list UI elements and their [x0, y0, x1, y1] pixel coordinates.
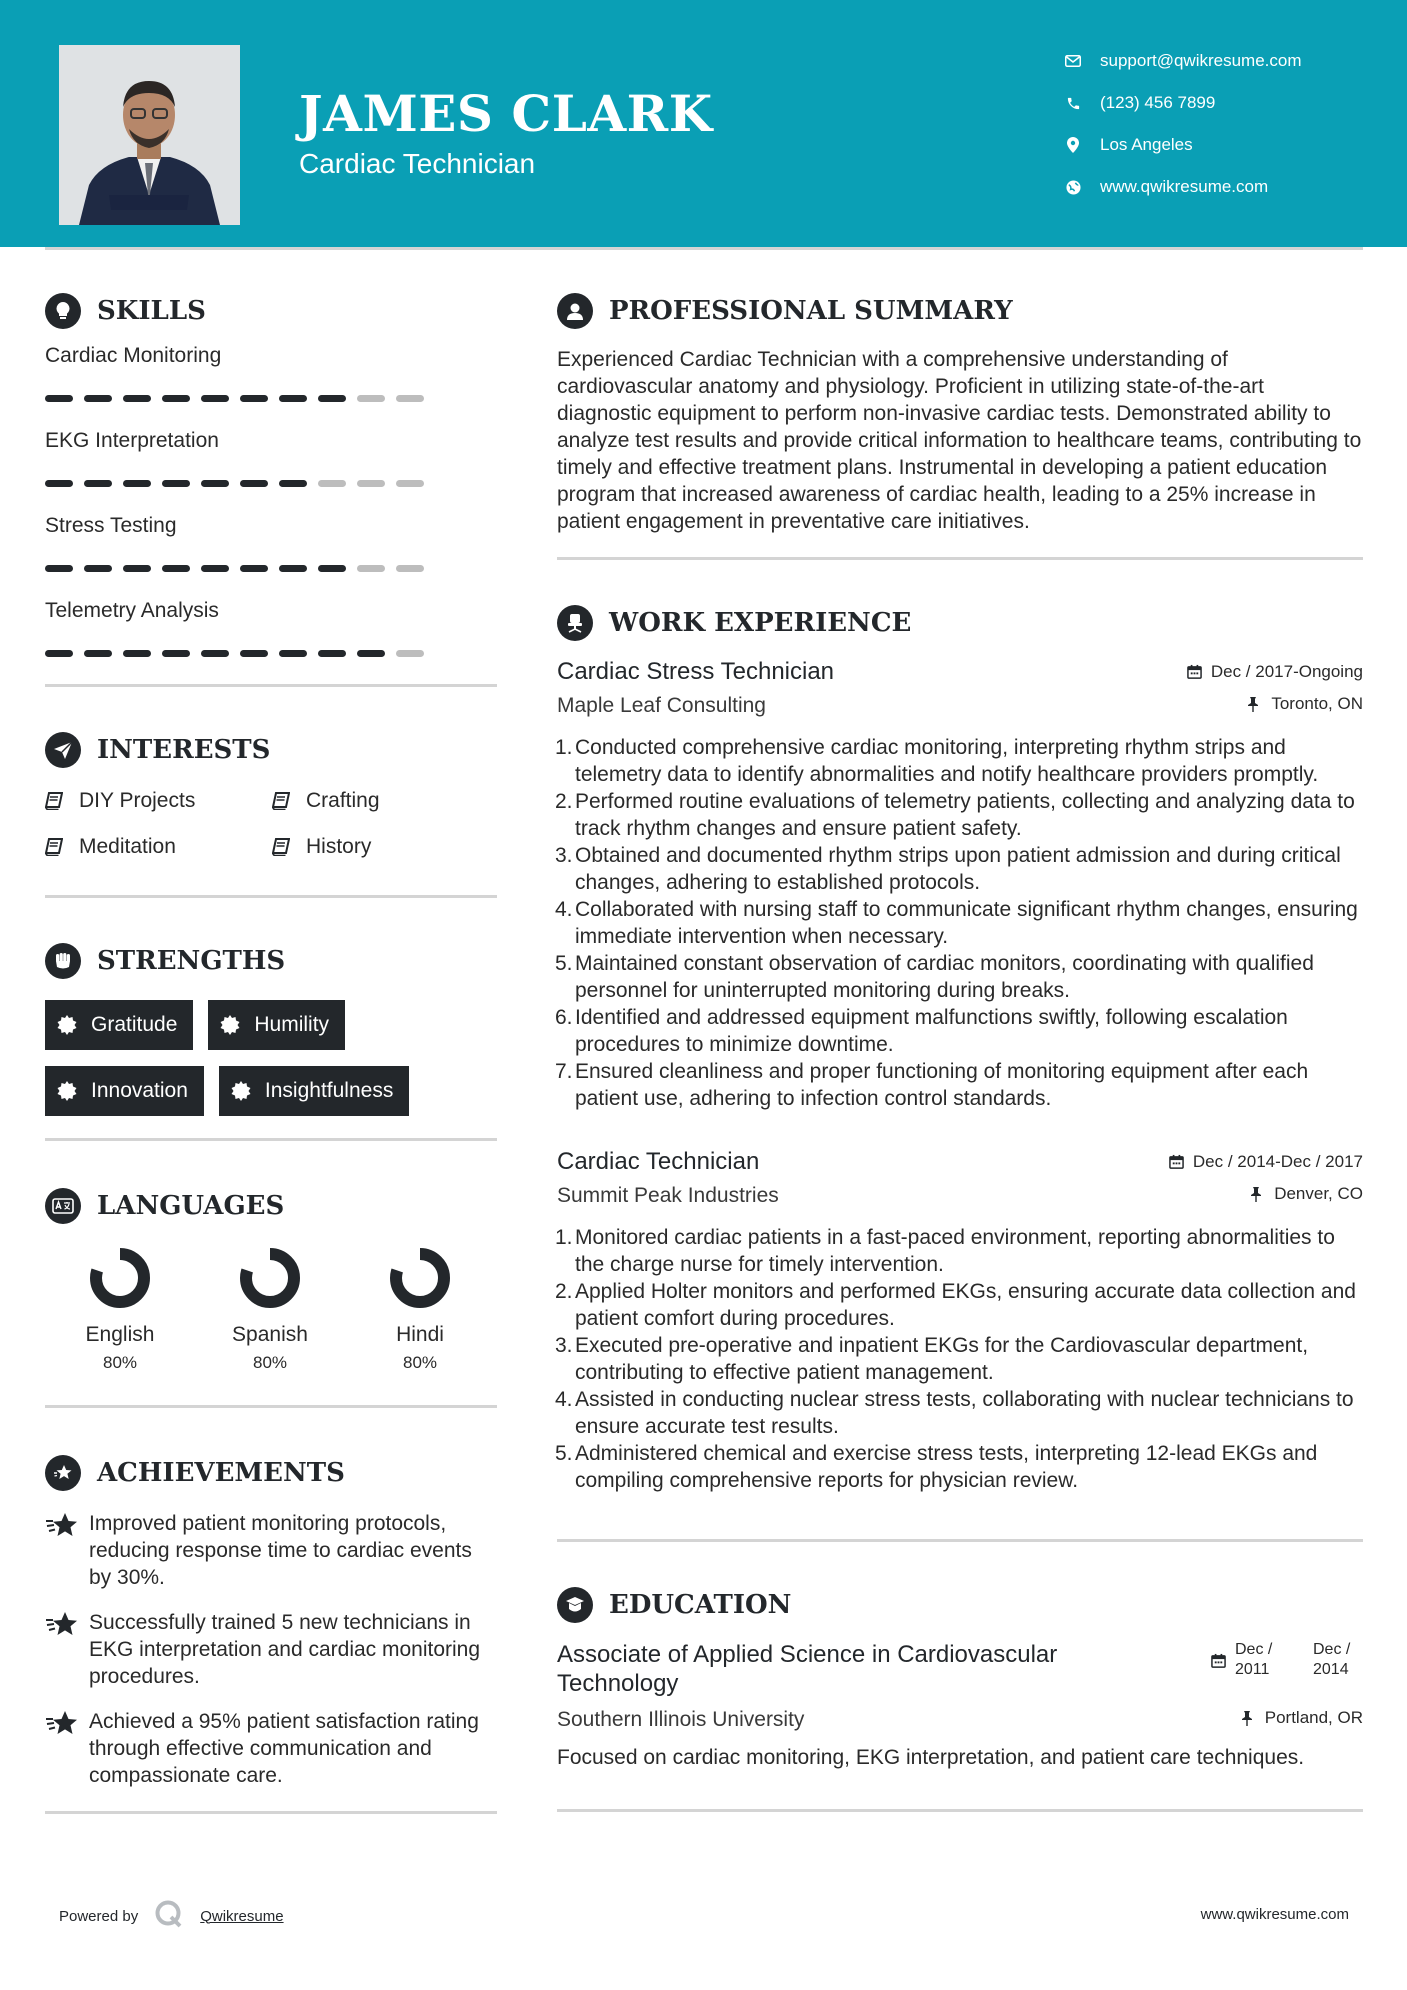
job-bullet	[557, 734, 1363, 788]
skill-name: Telemetry Analysis	[45, 599, 219, 622]
calendar-icon	[1211, 1652, 1227, 1668]
skill-level-dash	[357, 480, 385, 487]
location-text: Los Angeles	[1100, 135, 1193, 154]
job-bullet	[557, 842, 1363, 896]
bullet-text: Administered chemical and exercise stress tests, interpreting 12-lead EKGs and compiling comprehensive reports for physician review.	[575, 1442, 1318, 1492]
work-section	[557, 604, 1363, 1542]
work-heading: WORK EXPERIENCE	[609, 608, 912, 638]
achievement-text: Improved patient monitoring protocols, reducing response time to cardiac events by 30%.	[89, 1512, 472, 1589]
footer-website[interactable]: www.qwikresume.com	[1200, 1906, 1349, 1923]
powered-by-text: Powered by	[59, 1907, 139, 1925]
jobs-list	[557, 658, 1363, 1494]
bullet-number: 1.	[555, 736, 573, 759]
achievements-heading: ACHIEVEMENTS	[97, 1458, 345, 1488]
skill-level-dash	[279, 395, 307, 402]
skill-level-bar	[45, 480, 497, 488]
strengths-heading: STRENGTHS	[97, 946, 286, 976]
skill-level-dash	[201, 565, 229, 572]
skill-level-dash	[357, 395, 385, 402]
skill-level-dash	[240, 565, 268, 572]
job-company-row	[557, 694, 1363, 718]
achievement-text: Achieved a 95% patient satisfaction rating through effective communication and compassionate care.	[89, 1710, 479, 1787]
fist-icon	[45, 943, 81, 979]
job-entry	[557, 658, 1363, 1112]
strengths-divider	[45, 1138, 497, 1141]
book-icon	[45, 791, 65, 811]
job-dates-text: Dec / 2014-Dec / 2017	[1192, 1151, 1363, 1171]
job-bullet-list	[557, 734, 1363, 1112]
lightbulb-icon	[45, 293, 81, 329]
skill-level-dash	[123, 480, 151, 487]
bullet-text: Monitored cardiac patients in a fast-paced environment, reporting abnormalities to the charge nurse for timely intervention.	[575, 1226, 1335, 1276]
star-icon	[45, 1611, 79, 1641]
interest-label: DIY Projects	[79, 789, 196, 812]
job-location-text: Denver, CO	[1274, 1184, 1363, 1203]
job-bullet	[557, 1332, 1363, 1386]
skill-level-dash	[45, 650, 73, 657]
contact-website[interactable]	[1064, 166, 1302, 208]
languages-section	[45, 1187, 497, 1408]
degree-title: Associate of Applied Science in Cardiovascular Technology	[557, 1641, 1058, 1697]
phone-text: (123) 456 7899	[1100, 93, 1216, 112]
achievements-list	[45, 1510, 497, 1789]
graduate-icon	[557, 1587, 593, 1623]
bullet-number: 4.	[555, 898, 573, 921]
job-title-row	[557, 1148, 1363, 1176]
work-divider	[557, 1539, 1363, 1542]
office-chair-icon	[557, 605, 593, 641]
resume-header	[0, 0, 1407, 247]
contact-email[interactable]	[1064, 40, 1302, 82]
skill-level-dash	[357, 650, 385, 657]
paper-plane-icon	[45, 732, 81, 768]
bullet-number: 1.	[555, 1226, 573, 1249]
strength-label: Gratitude	[91, 1013, 178, 1036]
skill-level-dash	[318, 565, 346, 572]
job-bullet	[557, 896, 1363, 950]
star-icon	[45, 1512, 79, 1542]
language-proficiency-ring	[239, 1247, 301, 1309]
interest-item	[45, 789, 272, 813]
bullet-number: 3.	[555, 844, 573, 867]
strength-label: Innovation	[91, 1079, 188, 1102]
summary-text: Experienced Cardiac Technician with a comprehensive understanding of cardiovascular anatomy and physiology. Proficient in utilizing state-of-the-art diagnostic equipment to perform non-invasive cardiac tests. Demonstrated ability to analyze test results and provide critical information to healthcare teams, contributing to timely and effective treatment plans. Instrumental in developing a patient education program that increased awareness of cardiac health, leading to a 25% increase in patient engagement in preventative care initiatives.	[557, 348, 1362, 533]
strength-label: Humility	[254, 1013, 330, 1036]
job-dates-text: Dec / 2017-Ongoing	[1210, 661, 1363, 681]
achievement-text: Successfully trained 5 new technicians in EKG interpretation and cardiac monitoring procedures.	[89, 1611, 481, 1688]
pushpin-icon	[1247, 696, 1263, 712]
job-company-row	[557, 1184, 1363, 1208]
language-percent: 80%	[252, 1353, 288, 1372]
calendar-icon	[1169, 1154, 1185, 1170]
achievements-divider	[45, 1811, 497, 1814]
badge-icon	[231, 1080, 253, 1102]
contact-info	[1064, 40, 1302, 208]
job-location-text: Toronto, ON	[1271, 694, 1363, 713]
language-proficiency-arc	[246, 1254, 294, 1302]
bullet-text: Identified and addressed equipment malfunctions swiftly, following escalation procedures to minimize downtime.	[575, 1006, 1288, 1056]
summary-section	[557, 292, 1363, 560]
summary-divider	[557, 557, 1363, 560]
language-proficiency-arc	[96, 1254, 144, 1302]
language-percent: 80%	[402, 1353, 438, 1372]
job-bullet	[557, 1440, 1363, 1494]
language-proficiency-ring	[389, 1247, 451, 1309]
qwikresume-logo-icon	[154, 1899, 184, 1933]
bullet-number: 7.	[555, 1060, 573, 1083]
skill-level-bar	[45, 650, 497, 658]
envelope-icon	[1064, 52, 1082, 70]
interest-label: Meditation	[79, 835, 176, 858]
languages-heading: LANGUAGES	[97, 1191, 285, 1221]
bullet-text: Applied Holter monitors and performed EKGs, ensuring accurate data collection and patient comfort during procedures.	[575, 1280, 1356, 1330]
strength-tag	[45, 1000, 193, 1050]
skill-level-dash	[279, 565, 307, 572]
summary-heading: PROFESSIONAL SUMMARY	[609, 296, 1013, 326]
candidate-title: Cardiac Technician	[299, 148, 536, 179]
skill-level-bar	[45, 395, 497, 403]
job-company: Summit Peak Industries	[557, 1184, 779, 1207]
skill-level-dash	[240, 395, 268, 402]
skill-level-dash	[318, 650, 346, 657]
skill-level-dash	[84, 565, 112, 572]
book-icon	[272, 791, 292, 811]
book-icon	[272, 837, 292, 857]
job-entry	[557, 1148, 1363, 1494]
skill-level-dash	[357, 565, 385, 572]
achievement-item	[45, 1708, 497, 1789]
website-text[interactable]: www.qwikresume.com	[1100, 177, 1269, 196]
book-icon	[45, 837, 65, 857]
bullet-text: Performed routine evaluations of telemetry patients, collecting and analyzing data to track rhythm changes and ensure patient safety.	[575, 790, 1355, 840]
user-icon	[557, 293, 593, 329]
strengths-section	[45, 942, 497, 1141]
interests-divider	[45, 895, 497, 898]
skill-level-dash	[240, 650, 268, 657]
bullet-text: Conducted comprehensive cardiac monitoring, interpreting rhythm strips and telemetry data to identify abnormalities and notify healthcare providers promptly.	[575, 736, 1319, 786]
job-bullet-list	[557, 1224, 1363, 1494]
contact-phone	[1064, 82, 1302, 124]
phone-icon	[1064, 94, 1082, 112]
skill-name: EKG Interpretation	[45, 429, 219, 452]
job-title: Cardiac Stress Technician	[557, 658, 835, 685]
skill-level-dash	[162, 650, 190, 657]
skill-level-dash	[162, 480, 190, 487]
interests-heading: INTERESTS	[97, 735, 271, 765]
bullet-number: 6.	[555, 1006, 573, 1029]
interests-list	[45, 789, 497, 859]
job-bullet	[557, 1386, 1363, 1440]
strength-tag	[45, 1066, 204, 1116]
job-location	[1250, 1184, 1363, 1204]
skill-level-dash	[318, 395, 346, 402]
bullet-text: Ensured cleanliness and proper functioning of monitoring equipment after each patient use, adhering to infection control standards.	[575, 1060, 1309, 1110]
skill-level-dash	[396, 395, 424, 402]
job-dates	[1169, 1152, 1363, 1172]
languages-divider	[45, 1405, 497, 1408]
language-item	[45, 1247, 195, 1373]
skill-level-dash	[123, 565, 151, 572]
profile-photo	[59, 45, 240, 225]
interest-label: Crafting	[306, 789, 380, 812]
badge-icon	[57, 1080, 79, 1102]
footer-powered-by	[59, 1899, 284, 1933]
interests-section	[45, 731, 497, 898]
right-column	[557, 292, 1363, 1812]
job-bullet	[557, 1058, 1363, 1112]
skill-level-dash	[201, 650, 229, 657]
skill-level-dash	[123, 650, 151, 657]
education-heading: EDUCATION	[609, 1590, 792, 1620]
job-bullet	[557, 950, 1363, 1004]
bullet-number: 5.	[555, 952, 573, 975]
skill-level-dash	[318, 480, 346, 487]
education-dates	[1211, 1640, 1363, 1698]
skill-level-dash	[84, 650, 112, 657]
skill-name: Cardiac Monitoring	[45, 344, 222, 367]
education-location-text: Portland, OR	[1264, 1708, 1363, 1727]
skill-level-dash	[396, 650, 424, 657]
education-divider	[557, 1809, 1363, 1812]
job-location	[1247, 694, 1363, 714]
job-bullet	[557, 1224, 1363, 1278]
language-icon	[45, 1188, 81, 1224]
achievement-item	[45, 1510, 497, 1591]
bullet-number: 4.	[555, 1388, 573, 1411]
languages-list	[45, 1247, 497, 1373]
job-title-row	[557, 658, 1363, 686]
language-item	[195, 1247, 345, 1373]
strength-tag	[208, 1000, 345, 1050]
header-divider	[45, 247, 1363, 250]
skills-heading: SKILLS	[97, 296, 206, 326]
map-pin-icon	[1064, 136, 1082, 154]
education-section	[557, 1586, 1363, 1812]
bullet-text: Collaborated with nursing staff to communicate significant rhythm changes, ensuring immediate intervention when necessary.	[575, 898, 1358, 948]
skill-level-dash	[45, 565, 73, 572]
star-icon	[45, 1710, 79, 1740]
strength-tag	[219, 1066, 409, 1116]
job-bullet	[557, 1278, 1363, 1332]
skill-level-dash	[396, 565, 424, 572]
contact-location	[1064, 124, 1302, 166]
interest-label: History	[306, 835, 372, 858]
skill-level-bar	[45, 565, 497, 573]
qwikresume-link[interactable]: Qwikresume	[200, 1907, 284, 1925]
skill-level-dash	[201, 480, 229, 487]
achievements-section	[45, 1454, 497, 1814]
skill-level-dash	[84, 395, 112, 402]
bullet-number: 2.	[555, 790, 573, 813]
bullet-number: 2.	[555, 1280, 573, 1303]
language-proficiency-arc	[396, 1254, 444, 1302]
star-badge-icon	[45, 1455, 81, 1491]
bullet-text: Executed pre-operative and inpatient EKGs for the Cardiovascular department, contributing to effective patient management.	[575, 1334, 1309, 1384]
language-proficiency-ring	[89, 1247, 151, 1309]
language-item	[345, 1247, 495, 1373]
bullet-text: Assisted in conducting nuclear stress tests, collaborating with nuclear technicians to ensure accurate test results.	[575, 1388, 1354, 1438]
skills-section	[45, 292, 497, 687]
badge-icon	[57, 1014, 79, 1036]
skill-level-dash	[279, 480, 307, 487]
job-bullet	[557, 788, 1363, 842]
skill-level-dash	[123, 395, 151, 402]
job-title: Cardiac Technician	[557, 1148, 760, 1175]
job-dates	[1187, 662, 1363, 682]
pushpin-icon	[1241, 1710, 1257, 1726]
interest-item	[272, 835, 499, 859]
language-name: English	[85, 1323, 155, 1346]
language-name: Spanish	[232, 1323, 308, 1346]
bullet-text: Maintained constant observation of cardiac monitors, coordinating with qualified personnel for uninterrupted monitoring during breaks.	[575, 952, 1314, 1002]
skill-name: Stress Testing	[45, 514, 177, 537]
bullet-number: 5.	[555, 1442, 573, 1465]
education-entry	[557, 1640, 1363, 1698]
bullet-text: Obtained and documented rhythm strips upon patient admission and during critical changes, adhering to established protocols.	[575, 844, 1341, 894]
skill-level-dash	[162, 565, 190, 572]
language-name: Hindi	[396, 1323, 444, 1346]
skill-level-dash	[396, 480, 424, 487]
achievement-item	[45, 1609, 497, 1690]
skill-level-dash	[201, 395, 229, 402]
education-description: Focused on cardiac monitoring, EKG interpretation, and patient care techniques.	[557, 1746, 1305, 1769]
education-location	[1241, 1708, 1363, 1728]
bullet-number: 3.	[555, 1334, 573, 1357]
candidate-name: JAMES CLARK	[299, 84, 713, 143]
strength-label: Insightfulness	[264, 1079, 394, 1102]
pushpin-icon	[1250, 1186, 1266, 1202]
education-start: Dec / 2011	[1235, 1641, 1273, 1678]
skills-list	[45, 344, 497, 658]
skill-level-dash	[162, 395, 190, 402]
left-column	[45, 292, 497, 1814]
interest-item	[272, 789, 499, 813]
badge-icon	[220, 1014, 242, 1036]
skills-divider	[45, 684, 497, 687]
skill-level-dash	[45, 480, 73, 487]
education-end: Dec / 2014	[1313, 1641, 1351, 1678]
email-text[interactable]: support@qwikresume.com	[1100, 51, 1302, 70]
skill-level-dash	[279, 650, 307, 657]
job-company: Maple Leaf Consulting	[557, 694, 766, 717]
education-school-row	[557, 1708, 1363, 1732]
job-bullet	[557, 1004, 1363, 1058]
language-percent: 80%	[102, 1353, 138, 1372]
skill-level-dash	[84, 480, 112, 487]
school-name: Southern Illinois University	[557, 1708, 805, 1731]
globe-icon	[1064, 178, 1082, 196]
skill-level-dash	[45, 395, 73, 402]
strengths-list	[45, 1000, 497, 1132]
skill-level-dash	[240, 480, 268, 487]
calendar-icon	[1187, 664, 1203, 680]
interest-item	[45, 835, 272, 859]
